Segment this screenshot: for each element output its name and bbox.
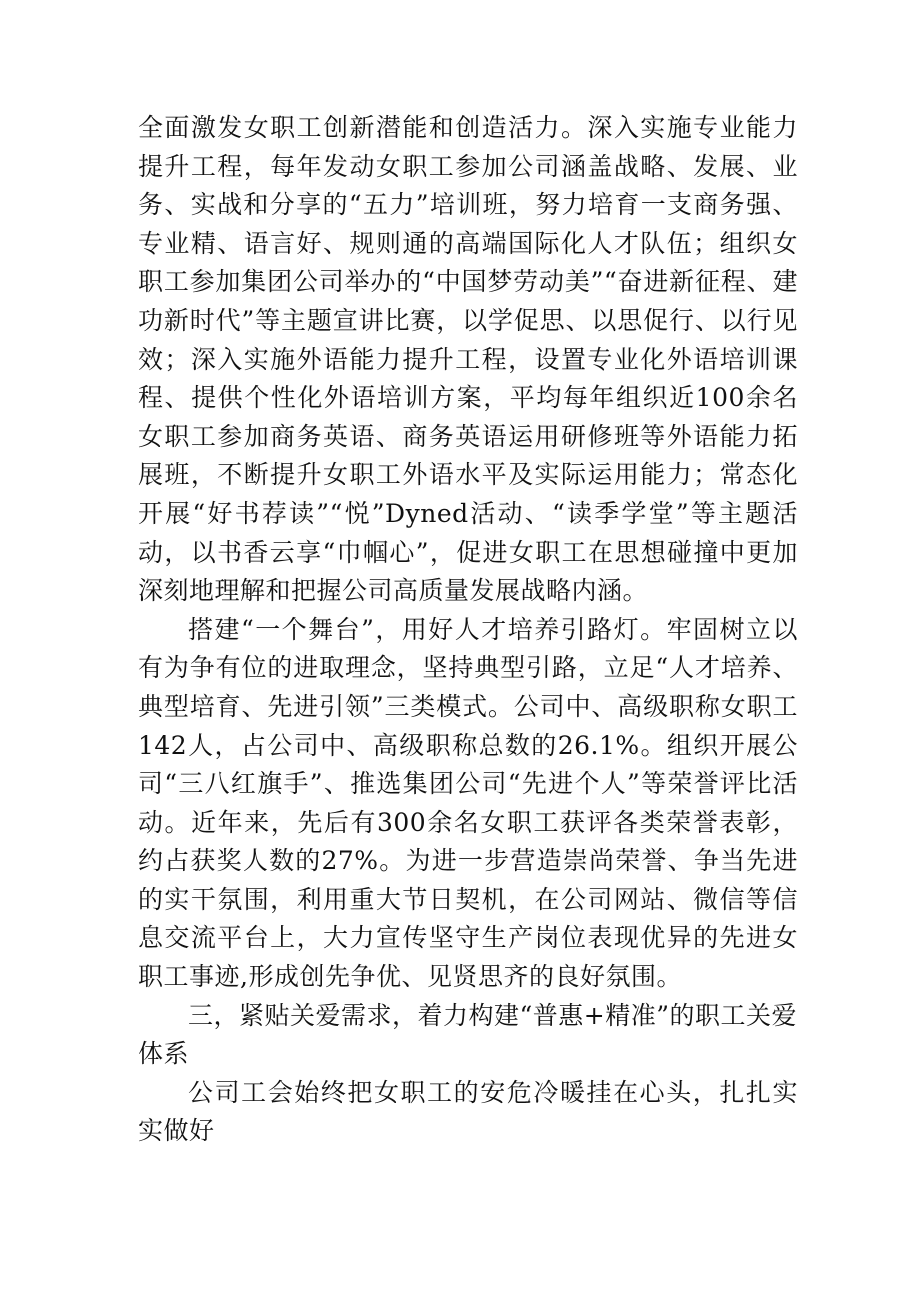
section-heading: 三，紧贴关爱需求，着力构建“普惠+精准”的职工关爱体系 [138, 1000, 798, 1069]
paragraph-continuation: 全面激发女职工创新潜能和创造活力。深入实施专业能力提升工程，每年发动女职工参加公司涵盖战略、发展、业务、实战和分享的“五力”培训班，努力培育一支商务强、专业精、语言好、规则通的高端国际化人才队伍；组织女职工参加集团公司举办的“中国梦劳动美”“奋进新征程、建功新时代”等主题宣讲比赛，以学促思、以思促行、以行见效；深入实施外语能力提升工程，设置专业化外语培训课程、提供个性化外语培训方案，平均每年组织近100余名女职工参加商务英语、商务英语运用研修班等外语能力拓展班，不断提升女职工外语水平及实际运用能力；常态化开展“好书荐读”“悦”Dyned活动、“读季学堂”等主题活动，以书香云享“巾帼心”，促进女职工在思想碰撞中更加深刻地理解和把握公司高质量发展战略内涵。 [138, 113, 798, 606]
paragraph-care: 公司工会始终把女职工的安危冷暖挂在心头，扎扎实实做好 [138, 1077, 798, 1146]
paragraph-stage: 搭建“一个舞台”，用好人才培养引路灯。牢固树立以有为争有位的进取理念，坚持典型引路，立足“人才培养、典型培育、先进引领”三类模式。公司中、高级职称女职工142人，占公司中、高级职称总数的26.1%。组织开展公司“三八红旗手”、推选集团公司“先进个人”等荣誉评比活动。近年来，先后有300余名女职工获评各类荣誉表彰，约占获奖人数的27%。为进一步营造崇尚荣誉、争当先进的实干氛围，利用重大节日契机，在公司网站、微信等信息交流平台上，大力宣传坚守生产岗位表现优异的先进女职工事迹,形成创先争优、见贤思齐的良好氛围。 [138, 614, 798, 992]
document-body [138, 109, 798, 1151]
